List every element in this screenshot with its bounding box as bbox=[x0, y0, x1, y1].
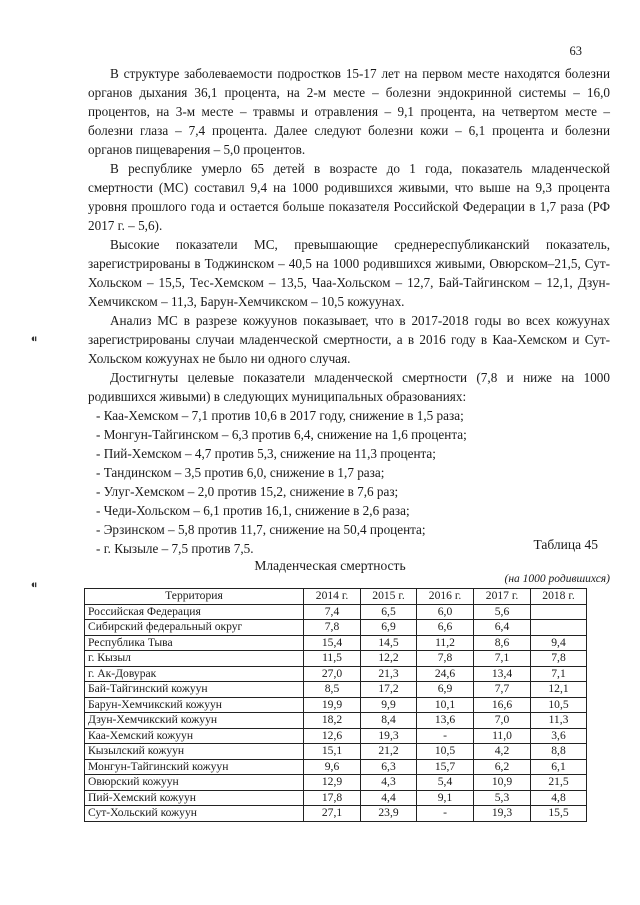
territory-cell: Республика Тыва bbox=[85, 635, 304, 651]
territory-cell: Пий-Хемский кожуун bbox=[85, 790, 304, 806]
list-item: - Чеди-Хольском – 6,1 против 16,1, снижение в 2,6 раза; bbox=[96, 503, 410, 518]
margin-mark-2: ⁌ bbox=[30, 578, 38, 595]
target-list bbox=[88, 406, 610, 558]
value-cell: 6,2 bbox=[474, 759, 531, 775]
value-cell: 21,2 bbox=[361, 744, 417, 760]
value-cell: 6,0 bbox=[417, 604, 474, 620]
value-cell: 19,3 bbox=[361, 728, 417, 744]
list-item: - Пий-Хемском – 4,7 против 5,3, снижение на 11,3 процента; bbox=[96, 446, 436, 461]
value-cell: 24,6 bbox=[417, 666, 474, 682]
value-cell: 7,8 bbox=[531, 651, 587, 667]
paragraph: В республике умерло 65 детей в возрасте до 1 года, показатель младенческой смертности (МС) составил 9,4 на 1000 родившихся живыми, что выше на 9,3 процента уровня прошлого года и остается больше показателя Российской Федерации в 1,7 раза (РФ 2017 г. – 5,6). bbox=[88, 161, 610, 233]
table-row bbox=[85, 666, 587, 682]
value-cell: 23,9 bbox=[361, 806, 417, 822]
value-cell: 13,4 bbox=[474, 666, 531, 682]
value-cell: 8,8 bbox=[531, 744, 587, 760]
table-label: Таблица 45 bbox=[533, 537, 598, 552]
table-note: (на 1000 родившихся) bbox=[504, 573, 610, 585]
value-cell: 5,3 bbox=[474, 790, 531, 806]
value-cell: 12,2 bbox=[361, 651, 417, 667]
value-cell: 6,6 bbox=[417, 620, 474, 636]
territory-cell: Барун-Хемчикский кожуун bbox=[85, 697, 304, 713]
territory-cell: г. Кызыл bbox=[85, 651, 304, 667]
list-item: - Улуг-Хемском – 2,0 против 15,2, снижение в 7,6 раз; bbox=[96, 484, 399, 499]
list-item: - Монгун-Тайгинском – 6,3 против 6,4, снижение на 1,6 процента; bbox=[96, 427, 467, 442]
value-cell: 6,9 bbox=[361, 620, 417, 636]
value-cell: 9,9 bbox=[361, 697, 417, 713]
territory-cell: Сибирский федеральный округ bbox=[85, 620, 304, 636]
value-cell: 11,5 bbox=[304, 651, 361, 667]
column-header: 2015 г. bbox=[361, 589, 417, 605]
value-cell: 6,5 bbox=[361, 604, 417, 620]
table-row bbox=[85, 620, 587, 636]
territory-cell: Дзун-Хемчикский кожуун bbox=[85, 713, 304, 729]
territory-cell: Российская Федерация bbox=[85, 604, 304, 620]
value-cell: 4,4 bbox=[361, 790, 417, 806]
value-cell: 7,4 bbox=[304, 604, 361, 620]
value-cell: 17,8 bbox=[304, 790, 361, 806]
value-cell: 10,5 bbox=[531, 697, 587, 713]
value-cell: 15,5 bbox=[531, 806, 587, 822]
table-row bbox=[85, 635, 587, 651]
territory-cell: Монгун-Тайгинский кожуун bbox=[85, 759, 304, 775]
list-item: - Тандинском – 3,5 против 6,0, снижение в 1,7 раза; bbox=[96, 465, 385, 480]
body-text bbox=[88, 64, 610, 558]
value-cell: 12,1 bbox=[531, 682, 587, 698]
value-cell: 5,6 bbox=[474, 604, 531, 620]
territory-cell: Сут-Хольский кожуун bbox=[85, 806, 304, 822]
value-cell: 6,3 bbox=[361, 759, 417, 775]
value-cell: 15,1 bbox=[304, 744, 361, 760]
value-cell: 19,9 bbox=[304, 697, 361, 713]
table-row bbox=[85, 759, 587, 775]
column-header: 2014 г. bbox=[304, 589, 361, 605]
table-row bbox=[85, 697, 587, 713]
value-cell: 6,9 bbox=[417, 682, 474, 698]
value-cell: 10,1 bbox=[417, 697, 474, 713]
value-cell: 9,4 bbox=[531, 635, 587, 651]
table-row bbox=[85, 790, 587, 806]
value-cell: 10,5 bbox=[417, 744, 474, 760]
territory-cell: Бай-Тайгинский кожуун bbox=[85, 682, 304, 698]
value-cell: 9,6 bbox=[304, 759, 361, 775]
value-cell: 5,4 bbox=[417, 775, 474, 791]
table-row bbox=[85, 651, 587, 667]
value-cell: 4,2 bbox=[474, 744, 531, 760]
territory-cell: Кызылский кожуун bbox=[85, 744, 304, 760]
value-cell: 11,2 bbox=[417, 635, 474, 651]
value-cell: 8,4 bbox=[361, 713, 417, 729]
paragraph: В структуре заболеваемости подростков 15-17 лет на первом месте находятся болезни органов дыхания 36,1 процента, на 2-м месте – болезни эндокринной системы – 16,0 процентов, на 3-м месте – травмы и отравления – 9,1 процента, на четвертом месте – болезни глаза – 7,4 процента. Далее следуют болезни кожи – 6,1 процента и болезни органов пищеварения – 5,0 процентов. bbox=[88, 66, 610, 157]
value-cell: 21,3 bbox=[361, 666, 417, 682]
value-cell: - bbox=[417, 728, 474, 744]
paragraph: Анализ МС в разрезе кожуунов показывает, что в 2017-2018 годы во всех кожуунах зарегистрированы случаи младенческой смертности, а в 2016 году в Каа-Хемском и Сут-Хольском кожуунах не было ни одного случая. bbox=[88, 313, 610, 366]
value-cell: 27,1 bbox=[304, 806, 361, 822]
value-cell: 12,9 bbox=[304, 775, 361, 791]
table-row bbox=[85, 806, 587, 822]
value-cell: 4,8 bbox=[531, 790, 587, 806]
value-cell: 3,6 bbox=[531, 728, 587, 744]
table-title: Младенческая смертность bbox=[254, 558, 406, 573]
territory-cell: Овюрский кожуун bbox=[85, 775, 304, 791]
value-cell: 27,0 bbox=[304, 666, 361, 682]
infant-mortality-table bbox=[84, 588, 587, 822]
column-header: 2017 г. bbox=[474, 589, 531, 605]
value-cell: 7,0 bbox=[474, 713, 531, 729]
value-cell: 19,3 bbox=[474, 806, 531, 822]
list-item: - Эрзинском – 5,8 против 11,7, снижение на 50,4 процента; bbox=[96, 522, 426, 537]
value-cell: 6,4 bbox=[474, 620, 531, 636]
value-cell: 7,8 bbox=[304, 620, 361, 636]
table-header-row bbox=[85, 589, 587, 605]
table-row bbox=[85, 604, 587, 620]
value-cell: 17,2 bbox=[361, 682, 417, 698]
territory-cell: Каа-Хемский кожуун bbox=[85, 728, 304, 744]
value-cell: 12,6 bbox=[304, 728, 361, 744]
list-item: - Каа-Хемском – 7,1 против 10,6 в 2017 году, снижение в 1,5 раза; bbox=[96, 408, 464, 423]
value-cell: 7,8 bbox=[417, 651, 474, 667]
table-row bbox=[85, 775, 587, 791]
value-cell: 11,3 bbox=[531, 713, 587, 729]
value-cell: - bbox=[417, 806, 474, 822]
paragraph: Высокие показатели МС, превышающие среднереспубликанский показатель, зарегистрированы в Тоджинском – 40,5 на 1000 родившихся живыми, Овюрском–21,5, Сут-Хольском – 15,5, Тес-Хемском – 13,5, Чаа-Хольском – 12,7, Бай-Тайгинском – 12,1, Дзун-Хемчикском – 11,3, Барун-Хемчикском – 10,5 кожуунах. bbox=[88, 237, 610, 309]
value-cell: 7,1 bbox=[474, 651, 531, 667]
value-cell: 4,3 bbox=[361, 775, 417, 791]
paragraph: Достигнуты целевые показатели младенческой смертности (7,8 и ниже на 1000 родившихся живыми) в следующих муниципальных образованиях: bbox=[88, 370, 610, 404]
margin-mark-1: ⁌ bbox=[30, 332, 38, 349]
value-cell: 8,5 bbox=[304, 682, 361, 698]
table-row bbox=[85, 744, 587, 760]
value-cell: 10,9 bbox=[474, 775, 531, 791]
value-cell: 7,7 bbox=[474, 682, 531, 698]
page-number: 63 bbox=[569, 44, 582, 58]
list-item: - г. Кызыле – 7,5 против 7,5. bbox=[96, 541, 254, 556]
value-cell: 15,4 bbox=[304, 635, 361, 651]
value-cell bbox=[531, 604, 587, 620]
column-header: 2018 г. bbox=[531, 589, 587, 605]
value-cell: 16,6 bbox=[474, 697, 531, 713]
territory-cell: г. Ак-Довурак bbox=[85, 666, 304, 682]
value-cell: 18,2 bbox=[304, 713, 361, 729]
table-row bbox=[85, 682, 587, 698]
table-row bbox=[85, 713, 587, 729]
value-cell: 6,1 bbox=[531, 759, 587, 775]
value-cell: 9,1 bbox=[417, 790, 474, 806]
value-cell: 13,6 bbox=[417, 713, 474, 729]
column-header: 2016 г. bbox=[417, 589, 474, 605]
value-cell bbox=[531, 620, 587, 636]
value-cell: 14,5 bbox=[361, 635, 417, 651]
table-row bbox=[85, 728, 587, 744]
value-cell: 8,6 bbox=[474, 635, 531, 651]
value-cell: 7,1 bbox=[531, 666, 587, 682]
value-cell: 21,5 bbox=[531, 775, 587, 791]
value-cell: 11,0 bbox=[474, 728, 531, 744]
value-cell: 15,7 bbox=[417, 759, 474, 775]
column-header: Территория bbox=[85, 589, 304, 605]
